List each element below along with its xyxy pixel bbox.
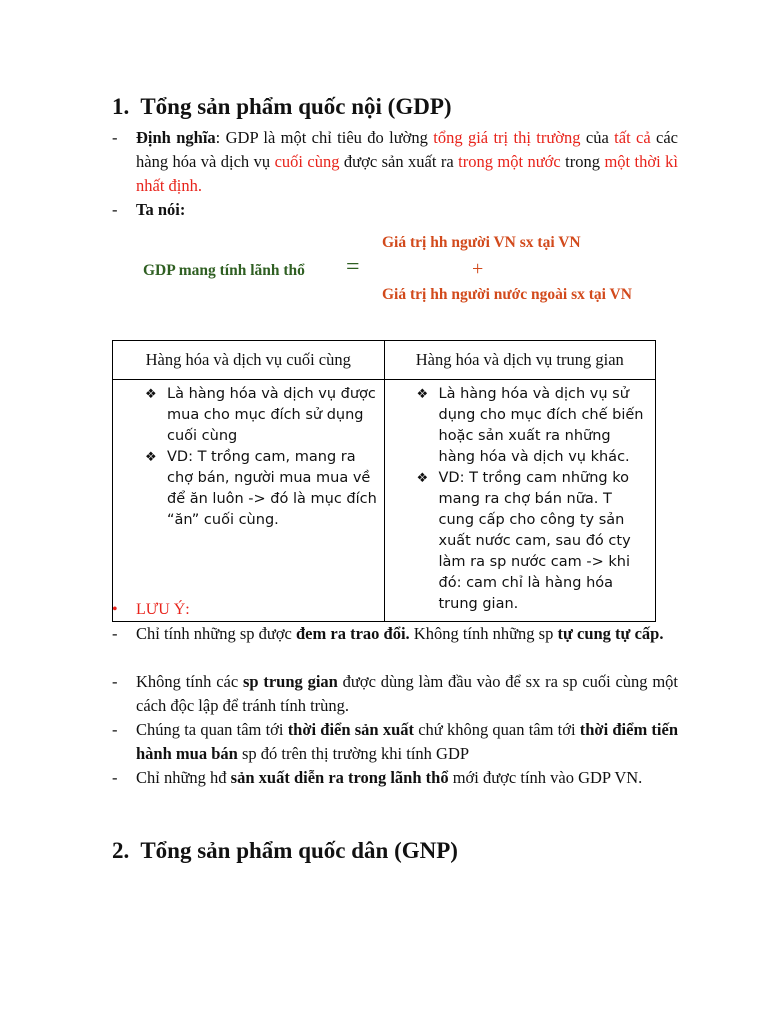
- text-span: Chỉ tính những sp được: [136, 624, 296, 643]
- bold-span: sp trung gian: [242, 672, 338, 691]
- diamond-bullet-icon: ❖: [416, 387, 429, 402]
- list-item: [416, 384, 650, 468]
- text-span: sp đó trên thị trường khi tính GDP: [237, 744, 470, 763]
- ta-noi-label: Ta nói:: [136, 200, 186, 219]
- note-title: [112, 598, 190, 622]
- list-item-text: VD: T trồng cam những ko mang ra chợ bán nữa. T cung cấp cho công ty sản xuất nước cam, sau đó cty làm ra sp nước cam -> khi đó: cam chỉ là hàng hóa trung gian.: [438, 470, 631, 612]
- diamond-bullet-icon: ❖: [416, 471, 429, 486]
- list-item-text: Là hàng hóa và dịch vụ được mua cho mục đích sử dụng cuối cùng: [167, 386, 376, 444]
- colon: :: [215, 128, 221, 147]
- dash-marker: -: [112, 128, 118, 147]
- comparison-table: [112, 340, 656, 622]
- table-header-final: Hàng hóa và dịch vụ cuối cùng: [113, 341, 385, 380]
- bold-span: đem ra trao đổi.: [296, 624, 410, 643]
- text-span: được sản xuất ra: [339, 152, 459, 171]
- text-span: Không tính những sp: [409, 624, 558, 643]
- table-header-intermediate: Hàng hóa và dịch vụ trung gian: [384, 341, 656, 380]
- note-item: [112, 670, 678, 718]
- bold-span: thời điểm tiến hành mua bán: [136, 720, 678, 763]
- section-1-heading: [112, 94, 452, 120]
- note-item: [112, 718, 678, 766]
- definition-label: Định nghĩa: [136, 128, 216, 147]
- table-cell-intermediate: [384, 380, 656, 622]
- text-span: các hàng hóa và dịch vụ: [136, 128, 678, 171]
- note-item: [112, 622, 678, 646]
- bullet-list: [119, 384, 378, 531]
- highlight-span: tất cả: [614, 128, 651, 147]
- dash-marker: -: [112, 672, 118, 691]
- bold-span: sản xuất diễn ra trong lãnh thổ: [230, 768, 449, 787]
- text-span: mới được tính vào GDP VN.: [448, 768, 643, 787]
- formula-equals: =: [346, 254, 360, 280]
- section-number: 2.: [112, 838, 130, 863]
- dash-marker: -: [112, 624, 118, 643]
- highlight-span: tổng giá trị thị trường: [433, 128, 581, 147]
- diamond-bullet-icon: ❖: [145, 450, 157, 465]
- dash-marker: -: [112, 720, 118, 739]
- text-span: Chỉ những hđ: [136, 768, 231, 787]
- note-text: [136, 622, 678, 646]
- text-span: Chúng ta quan tâm tới: [136, 720, 288, 739]
- list-item-text: Là hàng hóa và dịch vụ sử dụng cho mục đích chế biến hoặc sản xuất ra những hàng hóa và dịch vụ khác.: [438, 386, 644, 465]
- highlight-span: trong một nước: [458, 152, 561, 171]
- text-span: chứ không quan tâm tới: [414, 720, 580, 739]
- text-span: được dùng làm đầu vào để sx ra sp cuối cùng một cách độc lập để tránh tính trùng.: [136, 672, 679, 715]
- note-bullet: •: [112, 601, 118, 618]
- section-2-heading: [112, 838, 458, 864]
- table-row: [113, 380, 656, 622]
- note-title-text: LƯU Ý:: [136, 601, 190, 618]
- formula-right-2: Giá trị hh người nước ngoài sx tại VN: [382, 286, 632, 303]
- list-item: [145, 384, 378, 447]
- text-span: trong: [560, 152, 605, 171]
- list-item: [416, 468, 650, 615]
- section-title: Tổng sản phẩm quốc dân (GNP): [140, 838, 458, 863]
- bold-span: tự cung tự cấp.: [557, 624, 664, 643]
- diamond-bullet-icon: ❖: [145, 387, 157, 402]
- formula-left: GDP mang tính lãnh thổ: [143, 262, 305, 279]
- dash-marker: -: [112, 768, 118, 787]
- section-number: 1.: [112, 94, 130, 119]
- text-span: của: [580, 128, 615, 147]
- bullet-list: [391, 384, 650, 615]
- list-item: [145, 447, 378, 531]
- list-item-text: VD: T trồng cam, mang ra chợ bán, người mua mua về để ăn luôn -> đó là mục đích “ăn” cuối cùng.: [167, 449, 377, 528]
- note-text: [136, 766, 678, 790]
- note-text: [136, 718, 678, 766]
- note-text: [136, 670, 678, 718]
- ta-noi-item: [112, 198, 678, 222]
- dash-marker: -: [112, 200, 118, 219]
- text-span: Không tính các: [136, 672, 243, 691]
- table-header-row: [113, 341, 656, 380]
- formula-right-1: Giá trị hh người VN sx tại VN: [382, 234, 581, 251]
- definition-text: [136, 126, 678, 198]
- note-item: [112, 766, 678, 790]
- highlight-span: cuối cùng: [274, 152, 340, 171]
- text-span: GDP là một chỉ tiêu đo lường: [220, 128, 434, 147]
- definition-item: [112, 126, 678, 198]
- table-cell-final: [113, 380, 385, 622]
- bold-span: thời điển sản xuất: [287, 720, 414, 739]
- section-title: Tổng sản phẩm quốc nội (GDP): [140, 94, 452, 119]
- formula-plus: +: [472, 258, 484, 280]
- highlight-span: một thời kì nhất định.: [136, 152, 678, 195]
